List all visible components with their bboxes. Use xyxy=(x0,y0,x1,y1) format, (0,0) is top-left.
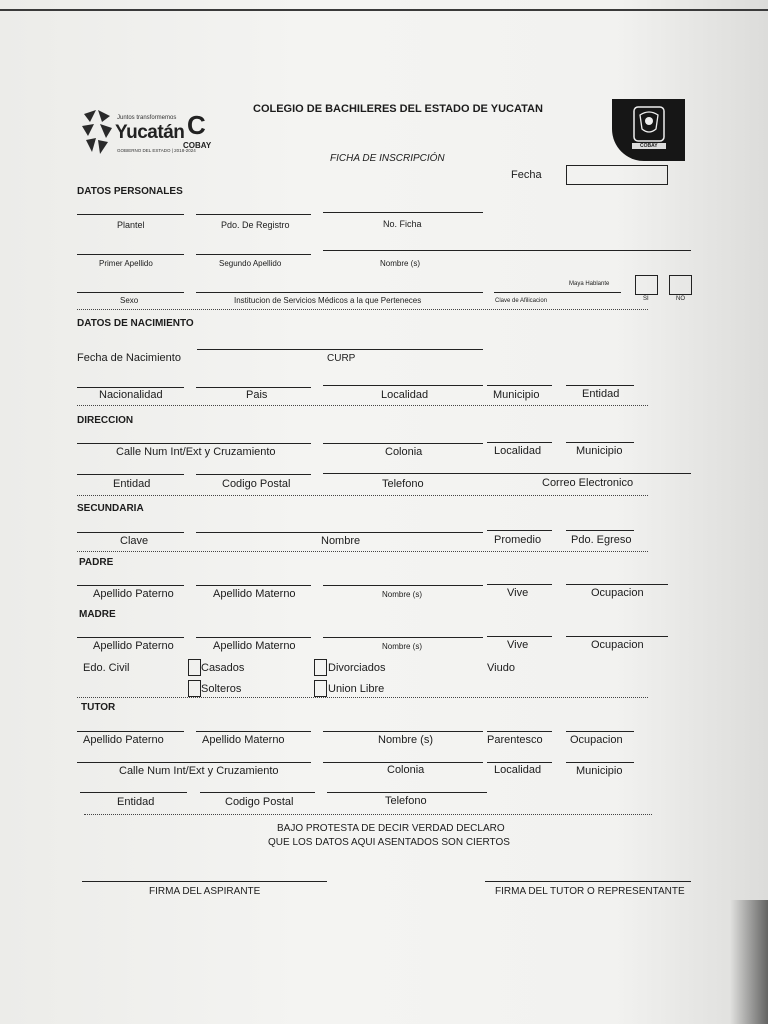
tutor-apellido-materno-line[interactable] xyxy=(196,731,311,732)
municipio-dir-label: Municipio xyxy=(576,445,623,457)
clave-sec-line[interactable] xyxy=(77,532,184,533)
padre-nombre-line[interactable] xyxy=(323,585,483,586)
entidad-dir-line[interactable] xyxy=(77,474,184,475)
tutor-localidad-line[interactable] xyxy=(487,762,552,763)
institution-title: COLEGIO DE BACHILERES DEL ESTADO DE YUCATAN xyxy=(253,103,543,115)
shield-caption: COBAY xyxy=(640,143,658,149)
institucion-label: Institucion de Servicios Médicos a la que Perteneces xyxy=(234,296,422,305)
cobay-c-glyph: C xyxy=(187,110,206,140)
solteros-checkbox[interactable] xyxy=(188,680,201,697)
pais-line[interactable] xyxy=(196,387,311,388)
padre-nombre-label: Nombre (s) xyxy=(382,590,423,599)
sexo-line[interactable] xyxy=(77,292,184,293)
tutor-municipio-label: Municipio xyxy=(576,765,623,777)
segundo-apellido-label: Segundo Apellido xyxy=(219,259,282,268)
calle-line[interactable] xyxy=(77,443,311,444)
pdo-registro-line[interactable] xyxy=(196,214,311,215)
declaracion-line1: BAJO PROTESTA DE DECIR VERDAD DECLARO xyxy=(277,823,505,834)
casados-label: Casados xyxy=(201,662,245,674)
fecha-box[interactable] xyxy=(566,165,668,185)
solteros-label: Solteros xyxy=(201,683,242,695)
tutor-localidad-label: Localidad xyxy=(494,764,542,776)
primer-apellido-label: Primer Apellido xyxy=(99,259,153,268)
section-datos-personales: DATOS PERSONALES xyxy=(77,186,183,197)
section-padre: PADRE xyxy=(79,557,114,568)
maya-si-label: SI xyxy=(643,296,649,302)
tutor-entidad-label: Entidad xyxy=(117,796,155,808)
tutor-ocupacion-line[interactable] xyxy=(566,731,634,732)
divider xyxy=(77,405,648,406)
municipio-nac-label: Municipio xyxy=(493,389,540,401)
clave-afiliacion-line[interactable] xyxy=(494,292,621,293)
entidad-dir-label: Entidad xyxy=(113,478,151,490)
padre-vive-label: Vive xyxy=(507,587,529,599)
declaracion-line2: QUE LOS DATOS AQUI ASENTADOS SON CIERTOS xyxy=(268,837,510,848)
section-secundaria: SECUNDARIA xyxy=(77,503,144,514)
codigo-postal-label: Codigo Postal xyxy=(222,478,291,490)
telefono-label: Telefono xyxy=(382,478,424,490)
tutor-codigo-postal-label: Codigo Postal xyxy=(225,796,294,808)
padre-vive-line[interactable] xyxy=(487,584,552,585)
fecha-label: Fecha xyxy=(511,169,542,181)
fecha-nacimiento-label: Fecha de Nacimiento xyxy=(77,352,181,364)
clave-sec-label: Clave xyxy=(120,535,149,547)
municipio-dir-line[interactable] xyxy=(566,442,634,443)
pdo-egreso-line[interactable] xyxy=(566,530,634,531)
plantel-line[interactable] xyxy=(77,214,184,215)
tutor-colonia-label: Colonia xyxy=(387,764,425,776)
padre-apellido-materno-line[interactable] xyxy=(196,585,311,586)
tutor-parentesco-line[interactable] xyxy=(487,731,552,732)
maya-no-label: NO xyxy=(676,296,685,302)
tutor-codigo-postal-line[interactable] xyxy=(200,792,315,793)
yucatan-logo-sub: GOBIERNO DEL ESTADO | 2018-2024 xyxy=(117,148,196,153)
padre-apellido-paterno-line[interactable] xyxy=(77,585,184,586)
localidad-nac-line[interactable] xyxy=(323,385,483,386)
correo-label: Correo Electronico xyxy=(542,477,634,489)
tutor-calle-label: Calle Num Int/Ext y Cruzamiento xyxy=(119,765,279,777)
divider xyxy=(84,814,652,815)
madre-apellido-materno-label: Apellido Materno xyxy=(213,640,296,652)
tutor-ocupacion-label: Ocupacion xyxy=(570,734,623,746)
maya-si-checkbox[interactable] xyxy=(635,275,658,295)
nombre-sec-line[interactable] xyxy=(196,532,483,533)
primer-apellido-line[interactable] xyxy=(77,254,184,255)
padre-ocupacion-label: Ocupacion xyxy=(591,587,644,599)
pdo-registro-label: Pdo. De Registro xyxy=(221,220,290,230)
localidad-dir-line[interactable] xyxy=(487,442,552,443)
municipio-nac-line[interactable] xyxy=(487,385,552,386)
curp-label: CURP xyxy=(327,353,356,364)
madre-apellido-paterno-label: Apellido Paterno xyxy=(93,640,174,652)
entidad-nac-line[interactable] xyxy=(566,385,634,386)
pdo-egreso-label: Pdo. Egreso xyxy=(571,534,632,546)
section-direccion: DIRECCION xyxy=(77,415,134,426)
localidad-nac-label: Localidad xyxy=(381,389,429,401)
edo-civil-label: Edo. Civil xyxy=(83,662,130,674)
tutor-apellido-materno-label: Apellido Materno xyxy=(202,734,285,746)
madre-nombre-line[interactable] xyxy=(323,637,483,638)
tutor-municipio-line[interactable] xyxy=(566,762,634,763)
firma-aspirante-label: FIRMA DEL ASPIRANTE xyxy=(149,886,261,897)
no-ficha-line[interactable] xyxy=(323,212,483,213)
sexo-label: Sexo xyxy=(120,296,139,305)
clave-afiliacion-label: Clave de Afilicacion xyxy=(495,298,548,304)
union-libre-label: Union Libre xyxy=(328,683,385,695)
segundo-apellido-line[interactable] xyxy=(196,254,311,255)
tutor-telefono-label: Telefono xyxy=(385,795,427,807)
form-title: FICHA DE INSCRIPCIÓN xyxy=(330,153,445,164)
madre-ocupacion-label: Ocupacion xyxy=(591,639,644,651)
padre-ocupacion-line[interactable] xyxy=(566,584,668,585)
tutor-parentesco-label: Parentesco xyxy=(487,734,543,746)
institucion-line[interactable] xyxy=(196,292,483,293)
madre-apellido-materno-line[interactable] xyxy=(196,637,311,638)
casados-checkbox[interactable] xyxy=(188,659,201,676)
shield-icon xyxy=(612,99,685,161)
madre-ocupacion-line[interactable] xyxy=(566,636,668,637)
tutor-nombre-label: Nombre (s) xyxy=(378,734,434,746)
colonia-line[interactable] xyxy=(323,443,483,444)
madre-nombre-label: Nombre (s) xyxy=(382,642,423,651)
yucatan-emblem-icon xyxy=(80,108,114,158)
cobay-shield-logo xyxy=(612,99,685,161)
padre-apellido-materno-label: Apellido Materno xyxy=(213,588,296,600)
pais-label: Pais xyxy=(246,389,268,401)
plantel-label: Plantel xyxy=(117,220,145,230)
firma-aspirante-line[interactable] xyxy=(82,881,327,882)
divider xyxy=(77,495,648,496)
madre-vive-line[interactable] xyxy=(487,636,552,637)
curp-line[interactable] xyxy=(197,349,483,350)
madre-vive-label: Vive xyxy=(507,639,529,651)
viudo-label: Viudo xyxy=(487,662,515,674)
divorciados-label: Divorciados xyxy=(328,662,386,674)
section-datos-nacimiento: DATOS DE NACIMIENTO xyxy=(77,318,194,329)
tutor-entidad-line[interactable] xyxy=(80,792,187,793)
divorciados-checkbox[interactable] xyxy=(314,659,327,676)
maya-hablante-label: Maya Hablante xyxy=(569,281,610,287)
tutor-calle-line[interactable] xyxy=(77,762,311,763)
tutor-apellido-paterno-label: Apellido Paterno xyxy=(83,734,164,746)
section-madre: MADRE xyxy=(79,609,116,620)
divider xyxy=(77,697,648,698)
tutor-telefono-line[interactable] xyxy=(327,792,487,793)
maya-no-checkbox[interactable] xyxy=(669,275,692,295)
tutor-colonia-line[interactable] xyxy=(323,762,483,763)
yucatan-logo-word: Yucatán xyxy=(115,122,185,143)
madre-apellido-paterno-line[interactable] xyxy=(77,637,184,638)
firma-tutor-line[interactable] xyxy=(485,881,691,882)
nombre-label: Nombre (s) xyxy=(380,259,421,268)
divider xyxy=(77,309,648,310)
colonia-label: Colonia xyxy=(385,446,423,458)
nacionalidad-label: Nacionalidad xyxy=(99,389,163,401)
entidad-nac-label: Entidad xyxy=(582,388,620,400)
promedio-line[interactable] xyxy=(487,530,552,531)
tutor-nombre-line[interactable] xyxy=(323,731,483,732)
section-tutor: TUTOR xyxy=(81,702,116,713)
no-ficha-label: No. Ficha xyxy=(383,219,422,229)
yucatan-logo-tagline: Juntos transformemos xyxy=(117,115,177,121)
cobay-logo-word: COBAY xyxy=(183,141,212,150)
firma-tutor-label: FIRMA DEL TUTOR O REPRESENTANTE xyxy=(495,886,685,897)
nombre-line[interactable] xyxy=(323,250,691,251)
divider xyxy=(77,551,648,552)
calle-label: Calle Num Int/Ext y Cruzamiento xyxy=(116,446,276,458)
promedio-label: Promedio xyxy=(494,534,542,546)
localidad-dir-label: Localidad xyxy=(494,445,542,457)
top-edge-line xyxy=(0,9,768,11)
union-libre-checkbox[interactable] xyxy=(314,680,327,697)
telefono-correo-line[interactable] xyxy=(323,473,691,474)
page-shadow xyxy=(730,900,768,1024)
codigo-postal-line[interactable] xyxy=(196,474,311,475)
nacionalidad-line[interactable] xyxy=(77,387,184,388)
nombre-sec-label: Nombre xyxy=(321,535,361,547)
tutor-apellido-paterno-line[interactable] xyxy=(77,731,184,732)
padre-apellido-paterno-label: Apellido Paterno xyxy=(93,588,174,600)
